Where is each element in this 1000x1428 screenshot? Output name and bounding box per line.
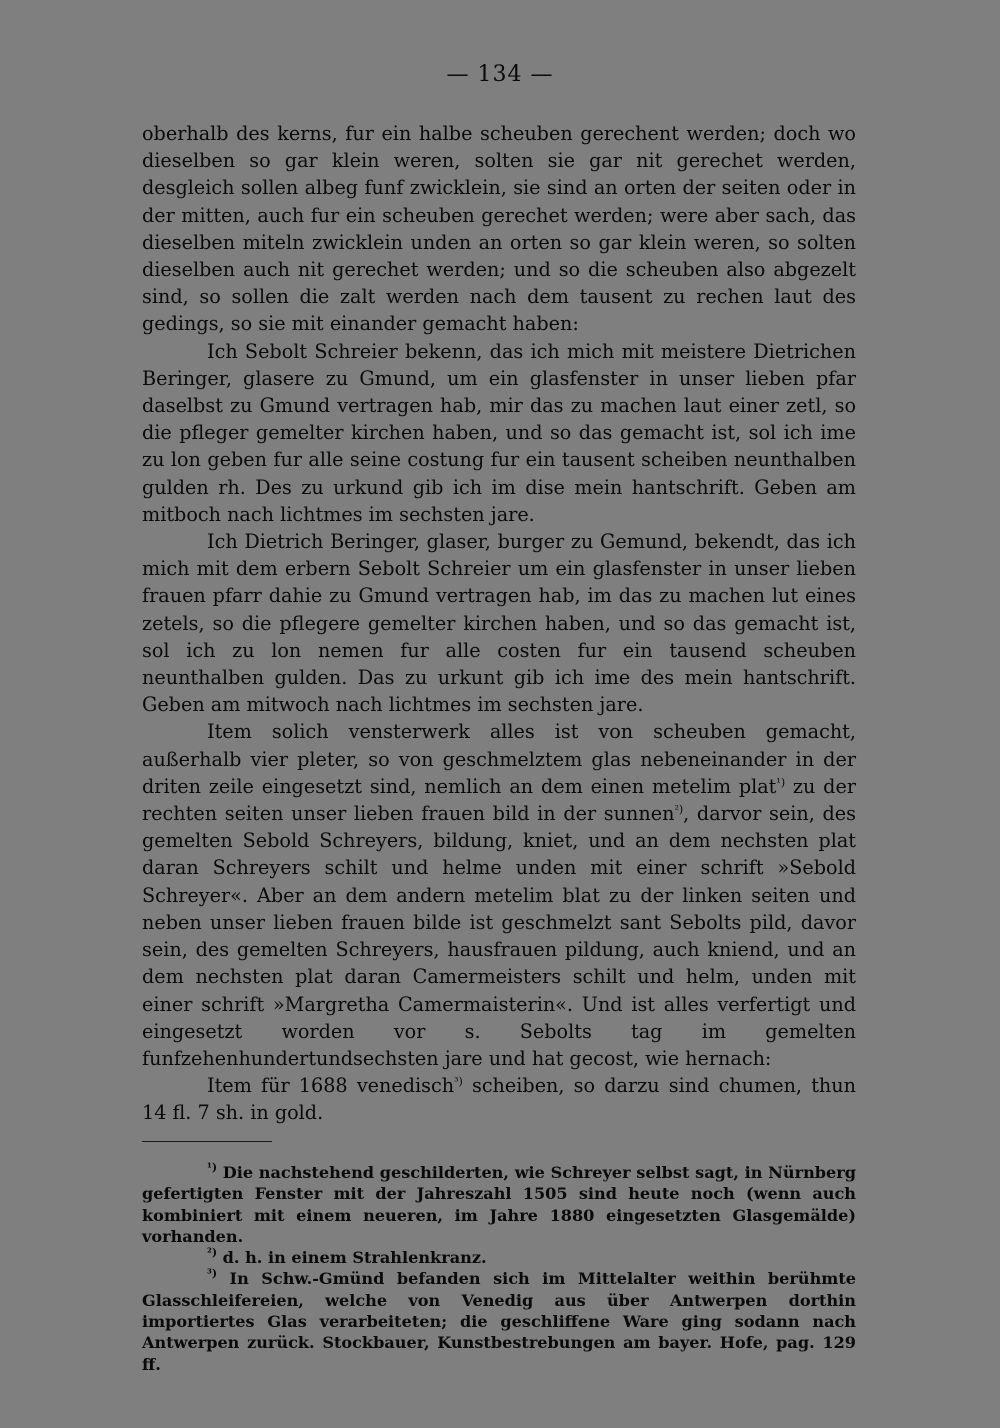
footnote-marker: ²) [674,803,684,817]
footnote-marker: ³) [454,1075,463,1089]
paragraph-text: scheiben, so darzu sind chumen, thun 14 fl. 7 sh. in gold. [142,1074,856,1125]
paragraph-text: zu der rechten seiten unser lieben frauen bild in der sunnen [142,774,856,826]
footnote-marker: ²) [207,1246,218,1260]
footnote-text: In Schw.-Gmünd befanden sich im Mittelalter weithin berühmte Glasschleifereien, welche von Venedig aus über Antwerpen dorthin importiertes Glas verarbeiteten; die geschliffene Ware ging sodann nach Antwerpen zurück. Stockbauer, Kunstbestrebungen am bayer. Hofe, pag. 129 ff. [142,1269,856,1374]
paragraph: oberhalb des kerns, fur ein halbe scheuben gerechent werden; doch wo dieselben so gar klein weren, solten sie gar nit gerechet werden, desgleich sollen albeg funf zwicklein, sie sind an orten der seiten oder in der mitten, auch fur ein scheuben gerechet werden; were aber sach, das dieselben miteln zwicklein unden an orten so gar klein weren, so solten dieselben auch nit gerechet werden; und so die scheuben also abgezelt sind, so sollen die zalt werden nach dem tausent zu rechen laut des gedings, so sie mit einander gemacht haben: [142,122,856,336]
footnote [142,1162,856,1247]
paragraph-text: Item solich vensterwerk alles ist von scheuben gemacht, außerhalb vier pleter, so von geschmelztem glas nebeneinander in der driten zeile eingesetzt sind, nemlich an dem einen metelim plat [142,720,856,798]
footnote-rule [142,1141,272,1142]
footnotes [142,1162,856,1375]
footnote [142,1268,856,1374]
paragraph [142,718,856,1072]
paragraph [142,1072,856,1126]
footnote-marker: ¹) [776,775,786,789]
footnote-marker: ¹) [207,1161,218,1174]
page-number: — 134 — [446,62,554,87]
paragraph-text: Item für 1688 venedisch [207,1074,455,1098]
footnote [142,1247,856,1268]
footnote-text: d. h. in einem Strahlenkranz. [217,1248,487,1268]
footnote-text: Die nachstehend geschilderten, wie Schreyer selbst sagt, in Nürnberg gefertigten Fenster mit der Jahreszahl 1505 sind heute noch (wenn auch kombiniert mit einem neueren, im Jahre 1880 eingesetzten Glasgemälde) vorhanden. [142,1163,856,1246]
paragraph: Ich Dietrich Beringer, glaser, burger zu Gemund, bekendt, das ich mich mit dem erbern Sebolt Schreier um ein glasfenster in unser lieben frauen pfarr dahie zu Gmund vertragen hab, im das zu machen lut eines zetels, so die pflegere gemelter kirchen haben, und so das gemacht ist, sol ich zu lon nemen fur alle costen fur ein tausend scheuben neunthalben gulden. Das zu urkunt gib ich ime des mein hantschrift. Geben am mitwoch nach lichtmes im sechsten jare. [142,530,856,717]
footnote-marker: ³) [207,1267,218,1281]
paragraph-text: , darvor sein, des gemelten Sebold Schreyers, bildung, kniet, und an dem nechsten plat daran Schreyers schilt und helme unden mit einer schrift »Sebold Schreyer«. Aber an dem andern metelim blat zu der linken seiten und neben unser lieben frauen bilde ist geschmelzt sant Sebolts pild, davor sein, des gemelten Schreyers, hausfrauen pildung, auch kniend, und an dem nechsten plat daran Camermeisters schilt und helm, unden mit einer schrift »Margretha Camermaisterin«. Und ist alles verfertigt und eingesetzt worden vor s. Sebolts tag im gemelten funfzehenhundertundsechsten jare und hat gecost, wie hernach: [142,802,856,1070]
paragraph: Ich Sebolt Schreier bekenn, das ich mich mit meistere Dietrichen Beringer, glasere zu Gmund, um ein glasfenster in unser lieben pfar daselbst zu Gmund vertragen hab, mir das zu machen laut einer zetl, so die pfleger gemelter kirchen haben, und so das gemacht ist, sol ich ime zu lon geben fur alle seine costung fur ein tausent scheiben neunthalben gulden rh. Des zu urkund gib ich im dise mein hantschrift. Geben am mitboch nach lichtmes im sechsten jare. [142,339,856,526]
main-text [142,120,856,1127]
